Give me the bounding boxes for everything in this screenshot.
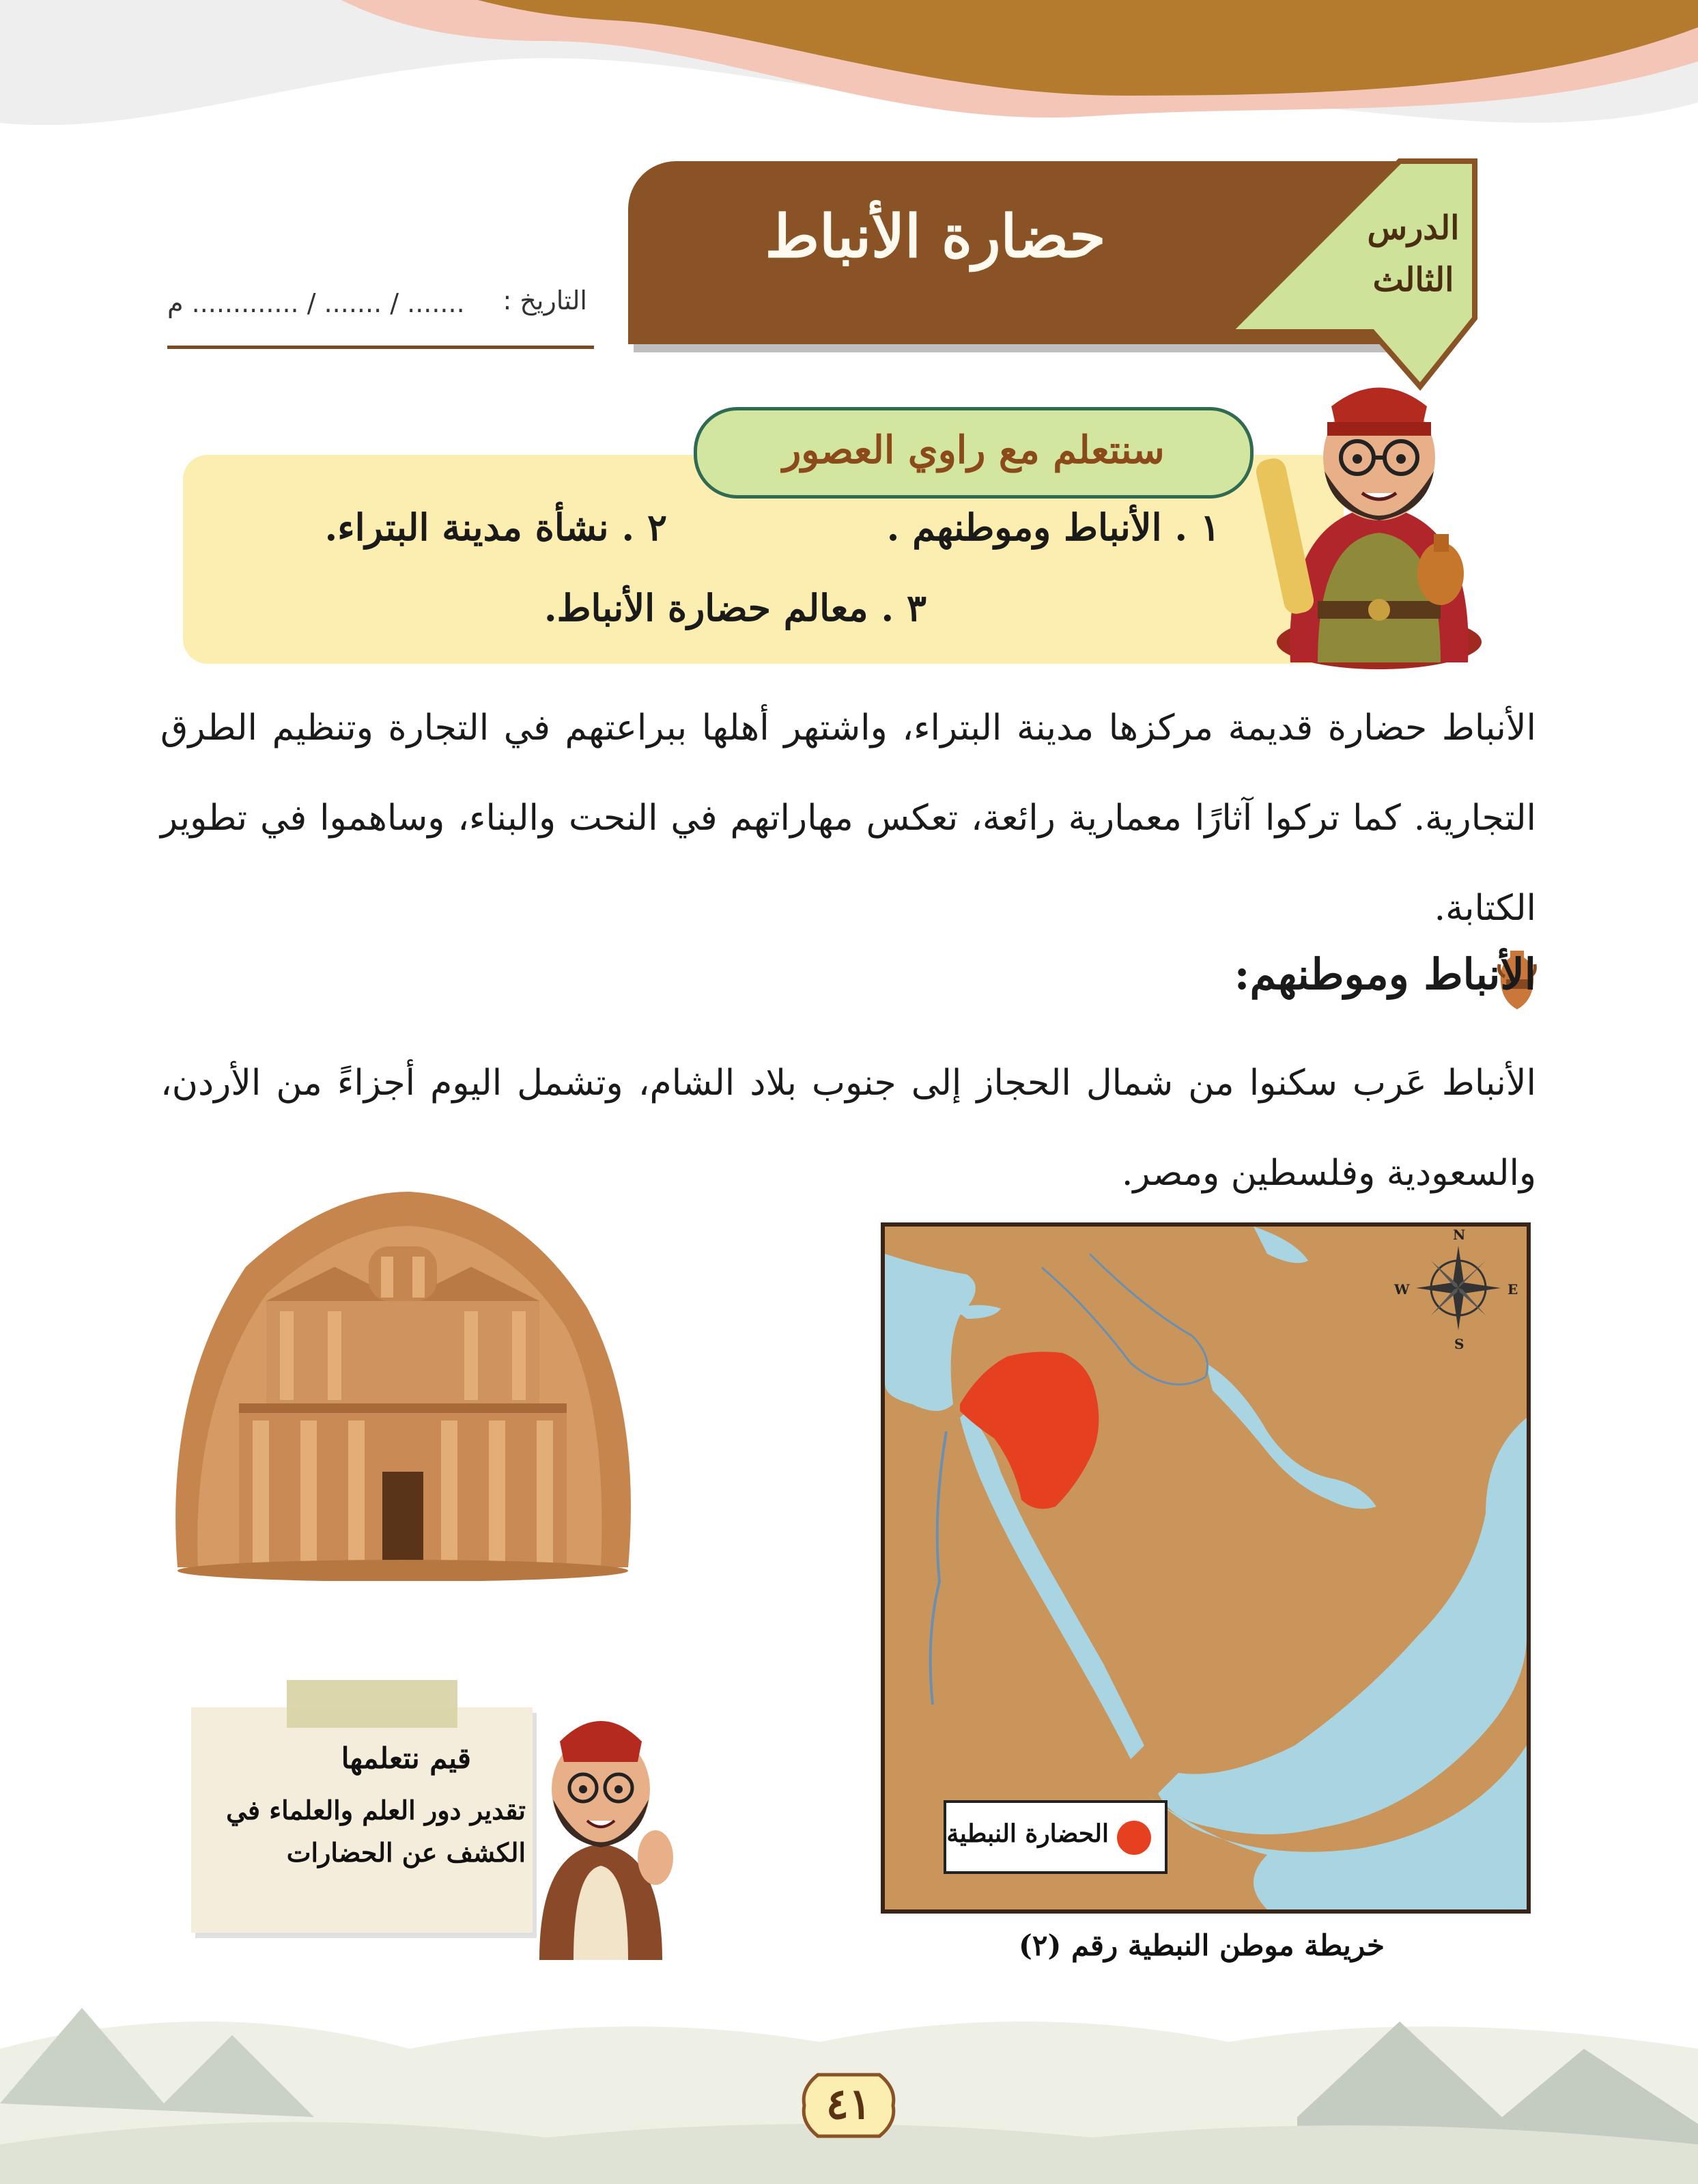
- section-heading: الأنباط وموطنهم:: [1234, 949, 1536, 999]
- values-note-text: تقدير دور العلم والعلماء في الكشف عن الحضارات: [226, 1795, 526, 1868]
- date-label: التاريخ :: [503, 285, 587, 316]
- map-caption: خريطة موطن النبطية رقم (٢): [1019, 1929, 1385, 1962]
- page-number: ٤١: [825, 2079, 872, 2129]
- date-field[interactable]: [167, 285, 594, 349]
- section-paragraph: الأنباط عَرب سكنوا من شمال الحجاز إلى جنوب بلاد الشام، وتشمل اليوم أجزاءً من الأردن، والسعودية وفلسطين ومصر.: [160, 1063, 1536, 1194]
- objective-item-1: ١ . الأنباط وموطنهم .: [886, 505, 1220, 549]
- objective-item-2: ٢ . نشأة مدينة البتراء.: [324, 505, 667, 549]
- top-wave-decoration: [0, 0, 1698, 143]
- values-note-title: قيم نتعلمها: [341, 1741, 471, 1775]
- legend-swatch: [1117, 1821, 1151, 1855]
- compass-east-label: E: [1508, 1281, 1518, 1298]
- objective-item-3: ٣ . معالم حضارة الأنباط.: [543, 586, 926, 630]
- lesson-title-banner: [628, 161, 1529, 344]
- lesson-number: الدرس الثالث: [1367, 209, 1460, 299]
- compass-rose-icon: [1411, 1240, 1506, 1336]
- nabataean-homeland-map: [881, 1222, 1531, 1914]
- narrator-small-illustration: [526, 1687, 683, 1960]
- narrator-character-illustration: [1243, 341, 1502, 669]
- map-legend: [944, 1800, 1168, 1874]
- note-tape: [287, 1680, 457, 1728]
- intro-paragraph: الأنباط حضارة قديمة مركزها مدينة البتراء، واشتهر أهلها ببراعتهم في التجارة وتنظيم الطرق التجارية. كما تركوا آثارًا معمارية رائعة، تعكس مهاراتهم في النحت والبناء، وساهموا في تطوير الكتابة.: [160, 708, 1536, 929]
- lesson-title: حضارة الأنباط: [765, 202, 1106, 271]
- values-note-card: [191, 1680, 546, 1946]
- compass-west-label: W: [1394, 1281, 1410, 1298]
- legend-label: الحضارة النبطية: [946, 1819, 1109, 1848]
- date-blanks: م ............. / ....... / .......: [167, 288, 465, 318]
- compass-north-label: N: [1453, 1227, 1466, 1243]
- petra-treasury-illustration: [164, 1185, 642, 1581]
- compass-south-label: S: [1454, 1336, 1464, 1352]
- objectives-heading: سنتعلم مع راوي العصور: [694, 407, 1254, 499]
